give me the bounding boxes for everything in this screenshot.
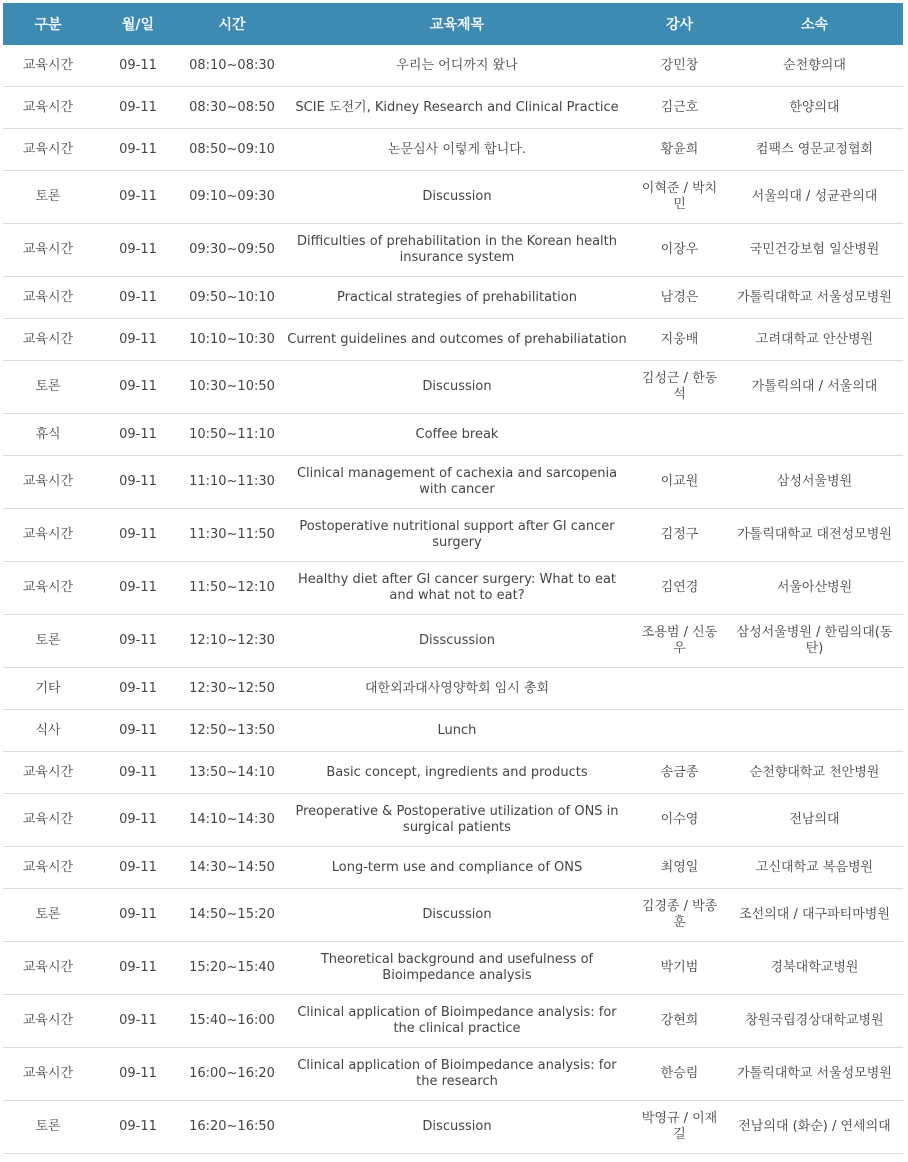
cell-category: 교육시간 xyxy=(3,942,93,995)
cell-affiliation: 고려대학교 안산병원 xyxy=(726,319,903,361)
cell-time: 14:10~14:30 xyxy=(183,794,281,847)
cell-title: Discussion xyxy=(281,171,633,224)
cell-title: Discussion xyxy=(281,361,633,414)
cell-time: 11:30~11:50 xyxy=(183,509,281,562)
cell-affiliation: 전남의대 (화순) / 연세의대 xyxy=(726,1101,903,1154)
cell-category: 교육시간 xyxy=(3,224,93,277)
cell-date: 09-11 xyxy=(93,847,183,889)
cell-date: 09-11 xyxy=(93,277,183,319)
cell-date: 09-11 xyxy=(93,995,183,1048)
cell-title: Lunch xyxy=(281,710,633,752)
cell-time: 08:10~08:30 xyxy=(183,45,281,87)
cell-affiliation: 조선의대 / 대구파티마병원 xyxy=(726,889,903,942)
cell-lecturer: 송금종 xyxy=(633,752,726,794)
cell-affiliation xyxy=(726,668,903,710)
table-row xyxy=(3,277,903,319)
table-row xyxy=(3,319,903,361)
cell-category: 교육시간 xyxy=(3,319,93,361)
header-date: 월/일 xyxy=(93,3,183,45)
cell-affiliation: 삼성서울병원 / 한림의대(동탄) xyxy=(726,615,903,668)
cell-time: 11:10~11:30 xyxy=(183,456,281,509)
cell-time: 15:40~16:00 xyxy=(183,995,281,1048)
cell-category: 교육시간 xyxy=(3,752,93,794)
cell-date: 09-11 xyxy=(93,889,183,942)
cell-time: 08:50~09:10 xyxy=(183,129,281,171)
cell-category: 교육시간 xyxy=(3,509,93,562)
cell-title: Practical strategies of prehabilitation xyxy=(281,277,633,319)
cell-time: 09:10~09:30 xyxy=(183,171,281,224)
cell-category: 교육시간 xyxy=(3,277,93,319)
cell-title: Current guidelines and outcomes of prehabiliatation xyxy=(281,319,633,361)
cell-affiliation: 가톨릭대학교 서울성모병원 xyxy=(726,277,903,319)
cell-title: Disscussion xyxy=(281,615,633,668)
cell-category: 교육시간 xyxy=(3,794,93,847)
cell-time: 14:30~14:50 xyxy=(183,847,281,889)
table-row xyxy=(3,171,903,224)
table-row xyxy=(3,668,903,710)
header-category: 구분 xyxy=(3,3,93,45)
cell-category: 교육시간 xyxy=(3,456,93,509)
cell-title: SCIE 도전기, Kidney Research and Clinical Practice xyxy=(281,87,633,129)
cell-time: 12:30~12:50 xyxy=(183,668,281,710)
cell-date: 09-11 xyxy=(93,361,183,414)
cell-time: 15:20~15:40 xyxy=(183,942,281,995)
cell-category: 토론 xyxy=(3,171,93,224)
cell-affiliation xyxy=(726,710,903,752)
table-row xyxy=(3,995,903,1048)
cell-affiliation: 가톨릭대학교 서울성모병원 xyxy=(726,1048,903,1101)
cell-lecturer: 김정구 xyxy=(633,509,726,562)
table-row xyxy=(3,509,903,562)
cell-title: Basic concept, ingredients and products xyxy=(281,752,633,794)
cell-date: 09-11 xyxy=(93,319,183,361)
cell-date: 09-11 xyxy=(93,129,183,171)
cell-title: Discussion xyxy=(281,889,633,942)
cell-title: 대한외과대사영양학회 임시 총회 xyxy=(281,668,633,710)
table-row xyxy=(3,361,903,414)
cell-title: Healthy diet after GI cancer surgery: What to eat and what not to eat? xyxy=(281,562,633,615)
cell-date: 09-11 xyxy=(93,942,183,995)
table-row xyxy=(3,1101,903,1154)
cell-date: 09-11 xyxy=(93,562,183,615)
cell-date: 09-11 xyxy=(93,456,183,509)
cell-date: 09-11 xyxy=(93,752,183,794)
cell-time: 09:30~09:50 xyxy=(183,224,281,277)
cell-date: 09-11 xyxy=(93,794,183,847)
cell-lecturer: 박기범 xyxy=(633,942,726,995)
cell-affiliation: 삼성서울병원 xyxy=(726,456,903,509)
cell-category: 토론 xyxy=(3,615,93,668)
cell-lecturer: 지웅배 xyxy=(633,319,726,361)
cell-lecturer: 한승림 xyxy=(633,1048,726,1101)
schedule-table xyxy=(3,3,903,1154)
cell-category: 토론 xyxy=(3,889,93,942)
table-row xyxy=(3,889,903,942)
cell-date: 09-11 xyxy=(93,668,183,710)
cell-affiliation: 국민건강보험 일산병원 xyxy=(726,224,903,277)
cell-time: 16:00~16:20 xyxy=(183,1048,281,1101)
cell-date: 09-11 xyxy=(93,615,183,668)
cell-lecturer: 최영일 xyxy=(633,847,726,889)
cell-category: 토론 xyxy=(3,1101,93,1154)
cell-date: 09-11 xyxy=(93,171,183,224)
cell-affiliation: 서울아산병원 xyxy=(726,562,903,615)
cell-time: 13:50~14:10 xyxy=(183,752,281,794)
table-row xyxy=(3,414,903,456)
cell-category: 교육시간 xyxy=(3,1048,93,1101)
cell-time: 10:30~10:50 xyxy=(183,361,281,414)
cell-lecturer: 강현희 xyxy=(633,995,726,1048)
cell-affiliation: 전남의대 xyxy=(726,794,903,847)
cell-lecturer: 이수영 xyxy=(633,794,726,847)
cell-title: Preoperative & Postoperative utilization of ONS in surgical patients xyxy=(281,794,633,847)
table-row xyxy=(3,794,903,847)
cell-lecturer xyxy=(633,414,726,456)
cell-lecturer: 이혁준 / 박치민 xyxy=(633,171,726,224)
cell-category: 교육시간 xyxy=(3,562,93,615)
cell-lecturer: 조용범 / 신동우 xyxy=(633,615,726,668)
cell-date: 09-11 xyxy=(93,1048,183,1101)
table-row xyxy=(3,562,903,615)
table-body xyxy=(3,45,903,1154)
cell-affiliation: 가톨릭대학교 대전성모병원 xyxy=(726,509,903,562)
table-row xyxy=(3,45,903,87)
table-row xyxy=(3,1048,903,1101)
cell-affiliation: 한양의대 xyxy=(726,87,903,129)
schedule-container xyxy=(3,3,903,1154)
cell-time: 09:50~10:10 xyxy=(183,277,281,319)
cell-category: 기타 xyxy=(3,668,93,710)
cell-date: 09-11 xyxy=(93,87,183,129)
cell-affiliation: 경북대학교병원 xyxy=(726,942,903,995)
cell-date: 09-11 xyxy=(93,414,183,456)
table-row xyxy=(3,942,903,995)
table-row xyxy=(3,129,903,171)
table-row xyxy=(3,87,903,129)
cell-title: Long-term use and compliance of ONS xyxy=(281,847,633,889)
cell-category: 휴식 xyxy=(3,414,93,456)
cell-affiliation: 순천향대학교 천안병원 xyxy=(726,752,903,794)
cell-lecturer: 이교원 xyxy=(633,456,726,509)
cell-lecturer: 남경은 xyxy=(633,277,726,319)
cell-lecturer: 김근호 xyxy=(633,87,726,129)
cell-date: 09-11 xyxy=(93,224,183,277)
cell-affiliation: 서울의대 / 성균관의대 xyxy=(726,171,903,224)
cell-category: 교육시간 xyxy=(3,87,93,129)
cell-time: 10:10~10:30 xyxy=(183,319,281,361)
cell-time: 11:50~12:10 xyxy=(183,562,281,615)
header-affiliation: 소속 xyxy=(726,3,903,45)
header-lecturer: 강사 xyxy=(633,3,726,45)
header-title: 교육제목 xyxy=(281,3,633,45)
table-row xyxy=(3,710,903,752)
cell-affiliation xyxy=(726,414,903,456)
cell-lecturer: 황윤희 xyxy=(633,129,726,171)
cell-title: Clinical application of Bioimpedance analysis: for the clinical practice xyxy=(281,995,633,1048)
cell-date: 09-11 xyxy=(93,509,183,562)
cell-category: 교육시간 xyxy=(3,45,93,87)
cell-title: Coffee break xyxy=(281,414,633,456)
cell-time: 12:10~12:30 xyxy=(183,615,281,668)
cell-date: 09-11 xyxy=(93,710,183,752)
cell-category: 교육시간 xyxy=(3,847,93,889)
table-header-row xyxy=(3,3,903,45)
cell-category: 교육시간 xyxy=(3,129,93,171)
table-row xyxy=(3,224,903,277)
table-row xyxy=(3,615,903,668)
cell-affiliation: 고신대학교 복음병원 xyxy=(726,847,903,889)
cell-title: Difficulties of prehabilitation in the Korean health insurance system xyxy=(281,224,633,277)
cell-affiliation: 가톨릭의대 / 서울의대 xyxy=(726,361,903,414)
cell-title: Clinical management of cachexia and sarcopenia with cancer xyxy=(281,456,633,509)
cell-lecturer: 강민창 xyxy=(633,45,726,87)
cell-date: 09-11 xyxy=(93,45,183,87)
cell-title: 우리는 어디까지 왔나 xyxy=(281,45,633,87)
cell-time: 12:50~13:50 xyxy=(183,710,281,752)
cell-lecturer xyxy=(633,710,726,752)
cell-title: 논문심사 이렇게 합니다. xyxy=(281,129,633,171)
cell-title: Clinical application of Bioimpedance analysis: for the research xyxy=(281,1048,633,1101)
header-time: 시간 xyxy=(183,3,281,45)
cell-category: 토론 xyxy=(3,361,93,414)
cell-lecturer: 김성근 / 한동석 xyxy=(633,361,726,414)
table-row xyxy=(3,847,903,889)
cell-time: 10:50~11:10 xyxy=(183,414,281,456)
cell-time: 16:20~16:50 xyxy=(183,1101,281,1154)
cell-lecturer: 김연경 xyxy=(633,562,726,615)
cell-affiliation: 창원국립경상대학교병원 xyxy=(726,995,903,1048)
cell-time: 14:50~15:20 xyxy=(183,889,281,942)
cell-lecturer xyxy=(633,668,726,710)
table-row xyxy=(3,752,903,794)
cell-affiliation: 컴팩스 영문교정협회 xyxy=(726,129,903,171)
cell-date: 09-11 xyxy=(93,1101,183,1154)
table-row xyxy=(3,456,903,509)
cell-affiliation: 순천향의대 xyxy=(726,45,903,87)
cell-category: 교육시간 xyxy=(3,995,93,1048)
cell-category: 식사 xyxy=(3,710,93,752)
cell-lecturer: 이장우 xyxy=(633,224,726,277)
cell-title: Theoretical background and usefulness of Bioimpedance analysis xyxy=(281,942,633,995)
cell-title: Discussion xyxy=(281,1101,633,1154)
cell-title: Postoperative nutritional support after GI cancer surgery xyxy=(281,509,633,562)
cell-lecturer: 박영규 / 이재길 xyxy=(633,1101,726,1154)
cell-time: 08:30~08:50 xyxy=(183,87,281,129)
cell-lecturer: 김경종 / 박종훈 xyxy=(633,889,726,942)
